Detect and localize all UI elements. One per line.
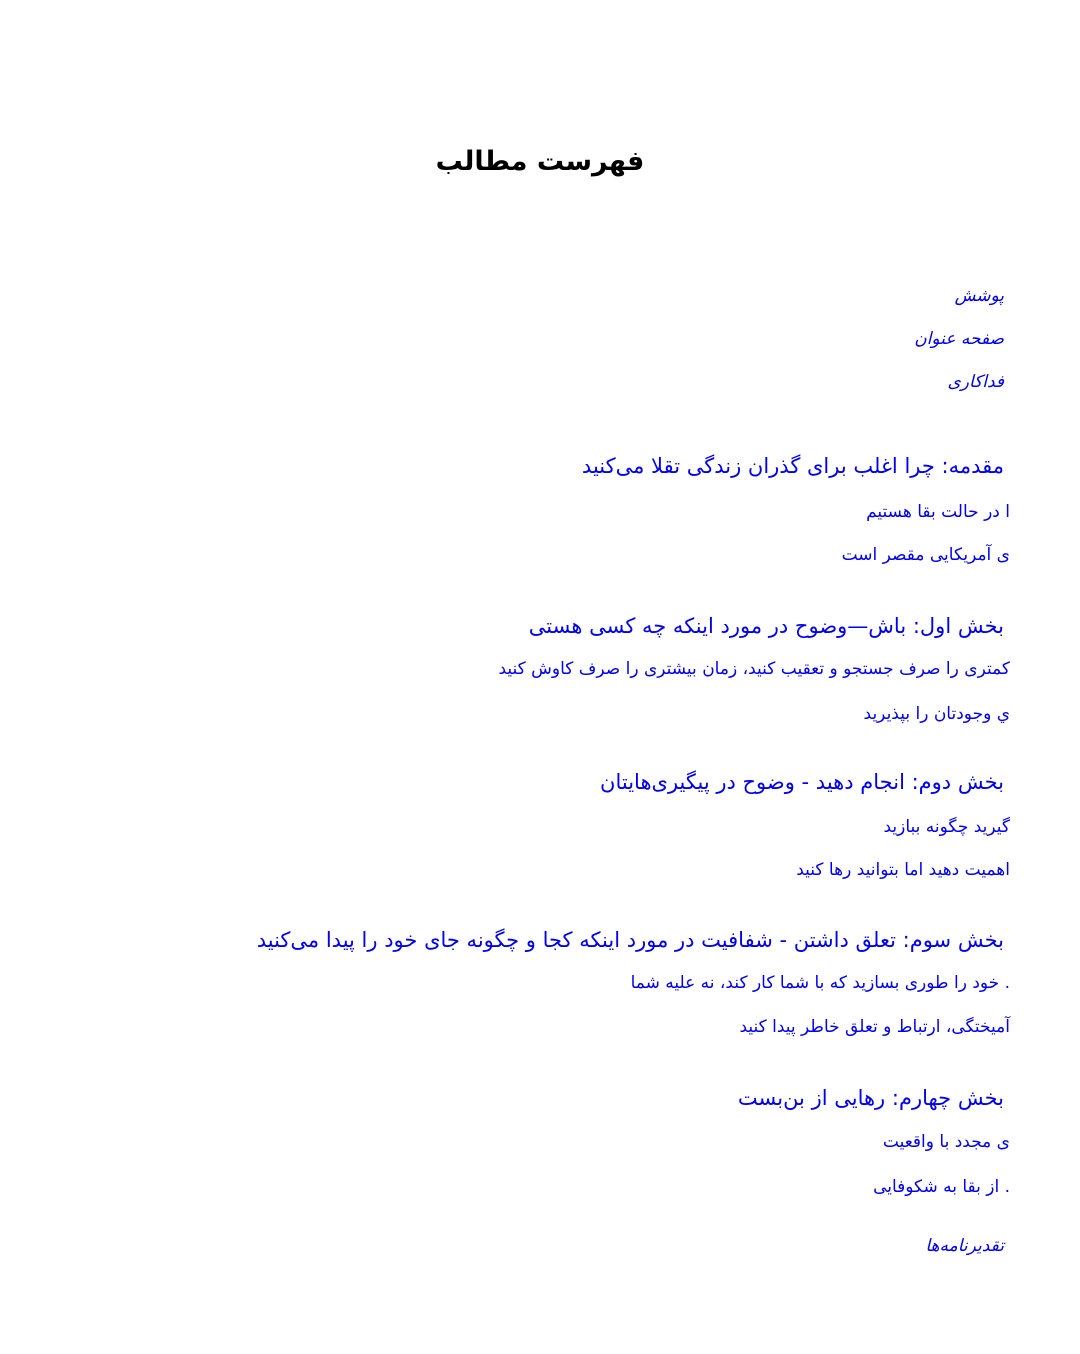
toc-link-part-four[interactable]: بخش چهارم: رهایی از بن‌بست [737,1086,1004,1110]
page-title: فهرست مطالب [435,146,645,177]
toc-link-part-one-chapter-2[interactable]: ي وجودتان را بپذیرید [863,704,1010,724]
toc-link-part-two-chapter-2[interactable]: اهمیت دهید اما بتوانید رها کنید [796,860,1010,880]
toc-link-part-three[interactable]: بخش سوم: تعلق داشتن - شفافیت در مورد اینکه کجا و چگونه جای خود را پیدا می‌کنید [256,928,1004,952]
toc-link-part-two[interactable]: بخش دوم: انجام دهید - وضوح در پیگیری‌هایتان [600,770,1004,794]
toc-link-part-one-chapter-1[interactable]: کمتری را صرف جستجو و تعقیب کنید، زمان بیشتری را صرف کاوش کنید [498,659,1010,679]
toc-link-acknowledgments[interactable]: تقدیرنامه‌ها [925,1236,1004,1256]
toc-link-title-page[interactable]: صفحه عنوان [914,329,1004,349]
toc-link-part-one[interactable]: بخش اول: باش—وضوح در مورد اینکه چه کسی هستی [528,614,1004,638]
toc-link-part-two-chapter-1[interactable]: گیرید چگونه ببازید [883,817,1010,837]
toc-link-dedication[interactable]: فداکاری [947,372,1004,392]
toc-link-part-three-chapter-2[interactable]: آمیختگی، ارتباط و تعلق خاطر پیدا کنید [739,1017,1010,1037]
toc-link-intro-chapter-1[interactable]: ا در حالت بقا هستیم [866,502,1010,522]
toc-link-part-four-chapter-2[interactable]: . از بقا به شکوفایی [873,1177,1010,1197]
toc-link-part-three-chapter-1[interactable]: . خود را طوری بسازید که با شما کار کند، نه علیه شما [630,973,1010,993]
toc-link-intro-chapter-2[interactable]: ی آمریکایی مقصر است [841,545,1010,565]
toc-link-part-four-chapter-1[interactable]: ی مجدد با واقعیت [882,1132,1010,1152]
toc-link-introduction[interactable]: مقدمه: چرا اغلب برای گذران زندگی تقلا می‌کنید [581,454,1004,478]
toc-link-cover[interactable]: پوشش [954,286,1004,306]
